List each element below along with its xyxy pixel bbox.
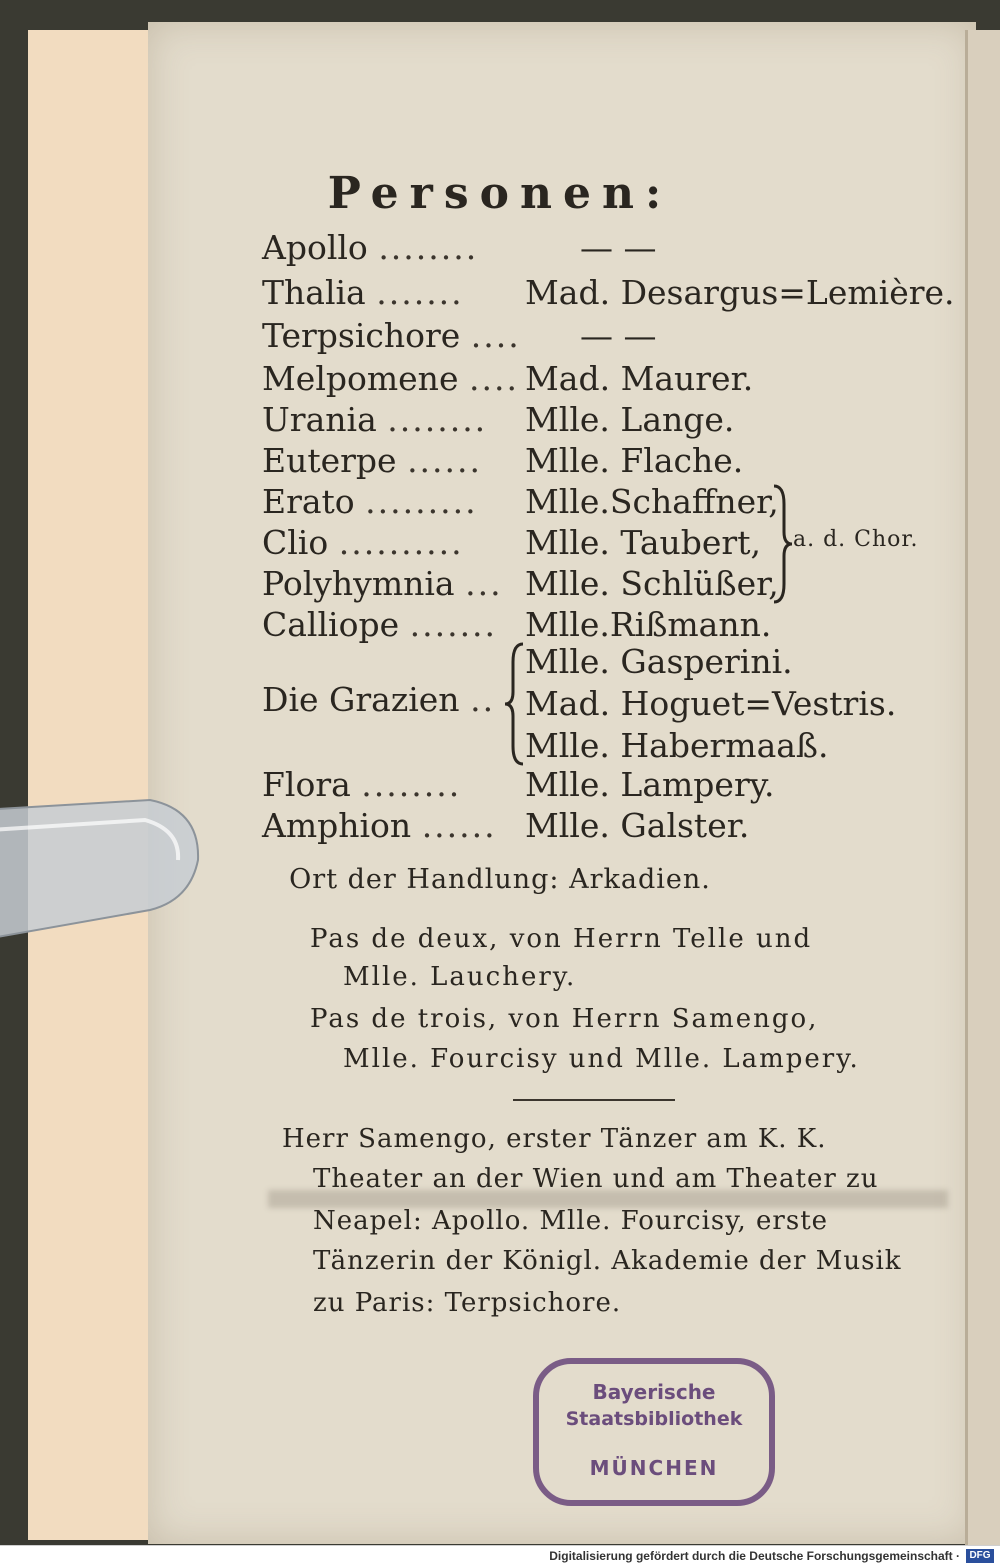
role-name: Apollo [262,228,368,267]
leader-dots: ...... [407,441,483,480]
leader-dots: ...... [421,806,497,845]
performer-name: Mlle. Gasperini. [525,642,793,681]
chorus-note: a. d. Chor. [793,527,919,552]
cast-row [262,765,461,804]
divider-rule [513,1099,675,1101]
performer-name: — — [580,228,657,267]
left-brace [503,642,527,766]
cast-row [262,523,464,562]
setting-line: Ort der Handlung: Arkadien. [289,864,711,895]
dance-line: Mlle. Lauchery. [343,962,577,992]
performer-name: Mad. Desargus=Lemière. [525,273,955,312]
cast-row [262,228,478,267]
page-holder-spatula [0,790,220,940]
performer-name: Mlle. Flache. [525,441,744,480]
cast-row [262,680,495,719]
footer-bar [0,1545,1000,1568]
cast-row [262,359,519,398]
leader-dots: ........ [378,228,479,267]
stamp-line: Bayerische [592,1380,716,1404]
role-name: Euterpe [262,441,397,480]
right-brace [770,484,794,604]
role-name: Polyhymnia [262,564,455,603]
dance-line: Pas de trois, von Herrn Samengo, [310,1004,819,1034]
performer-name: Mlle. Habermaaß. [525,726,829,765]
performer-name: Mlle.Rißmann. [525,605,772,644]
note-line: zu Paris: Terpsichore. [313,1288,622,1318]
role-name: Urania [262,400,377,439]
role-name: Melpomene [262,359,459,398]
leader-dots: ... [465,564,503,603]
cast-row [262,605,497,644]
note-line: Tänzerin der Königl. Akademie der Musik [313,1246,902,1276]
leader-dots: .. [470,680,496,719]
dfg-logo: DFG [966,1549,994,1563]
leader-dots: ........ [387,400,488,439]
role-name: Clio [262,523,329,562]
role-name: Terpsichore [262,316,461,355]
note-line: Herr Samengo, erster Tänzer am K. K. [282,1124,827,1154]
cast-row [262,806,497,845]
performer-name: Mlle. Taubert, [525,523,761,562]
role-name: Die Grazien [262,680,460,719]
role-name: Flora [262,765,351,804]
role-name: Erato [262,482,355,521]
leader-dots: .... [470,316,521,355]
page-title: Personen: [327,168,673,219]
facing-page-edge [965,30,1000,1545]
stamp-line: MÜNCHEN [589,1456,719,1480]
performer-name: Mlle. Lange. [525,400,735,439]
leader-dots: ......... [365,482,478,521]
leader-dots: .......... [338,523,464,562]
cast-row [262,273,464,312]
performer-name: — — [580,316,657,355]
footer-credit: Digitalisierung gefördert durch die Deutsche Forschungsgemeinschaft · [549,1549,960,1563]
performer-name: Mad. Maurer. [525,359,754,398]
stamp-line: Staatsbibliothek [565,1408,743,1430]
performer-name: Mlle. Galster. [525,806,750,845]
dance-line: Mlle. Fourcisy und Mlle. Lampery. [343,1044,860,1074]
back-sheet [28,30,160,1540]
leader-dots: .... [468,359,519,398]
library-stamp [533,1358,775,1506]
leader-dots: ........ [361,765,462,804]
role-name: Amphion [262,806,412,845]
cast-row [262,441,482,480]
dance-line: Pas de deux, von Herrn Telle und [310,924,813,954]
note-line: Neapel: Apollo. Mlle. Fourcisy, erste [313,1206,829,1236]
cast-row [262,400,487,439]
cast-row [262,316,521,355]
role-name: Thalia [262,273,366,312]
performer-name: Mlle. Lampery. [525,765,775,804]
cast-row [262,564,503,603]
leader-dots: ....... [409,605,498,644]
role-name: Calliope [262,605,400,644]
cast-row [262,482,478,521]
performer-name: Mlle.Schaffner, [525,482,779,521]
note-line: Theater an der Wien und am Theater zu [313,1164,879,1194]
performer-name: Mad. Hoguet=Vestris. [525,684,897,723]
leader-dots: ....... [376,273,464,312]
performer-name: Mlle. Schlüßer, [525,564,779,603]
